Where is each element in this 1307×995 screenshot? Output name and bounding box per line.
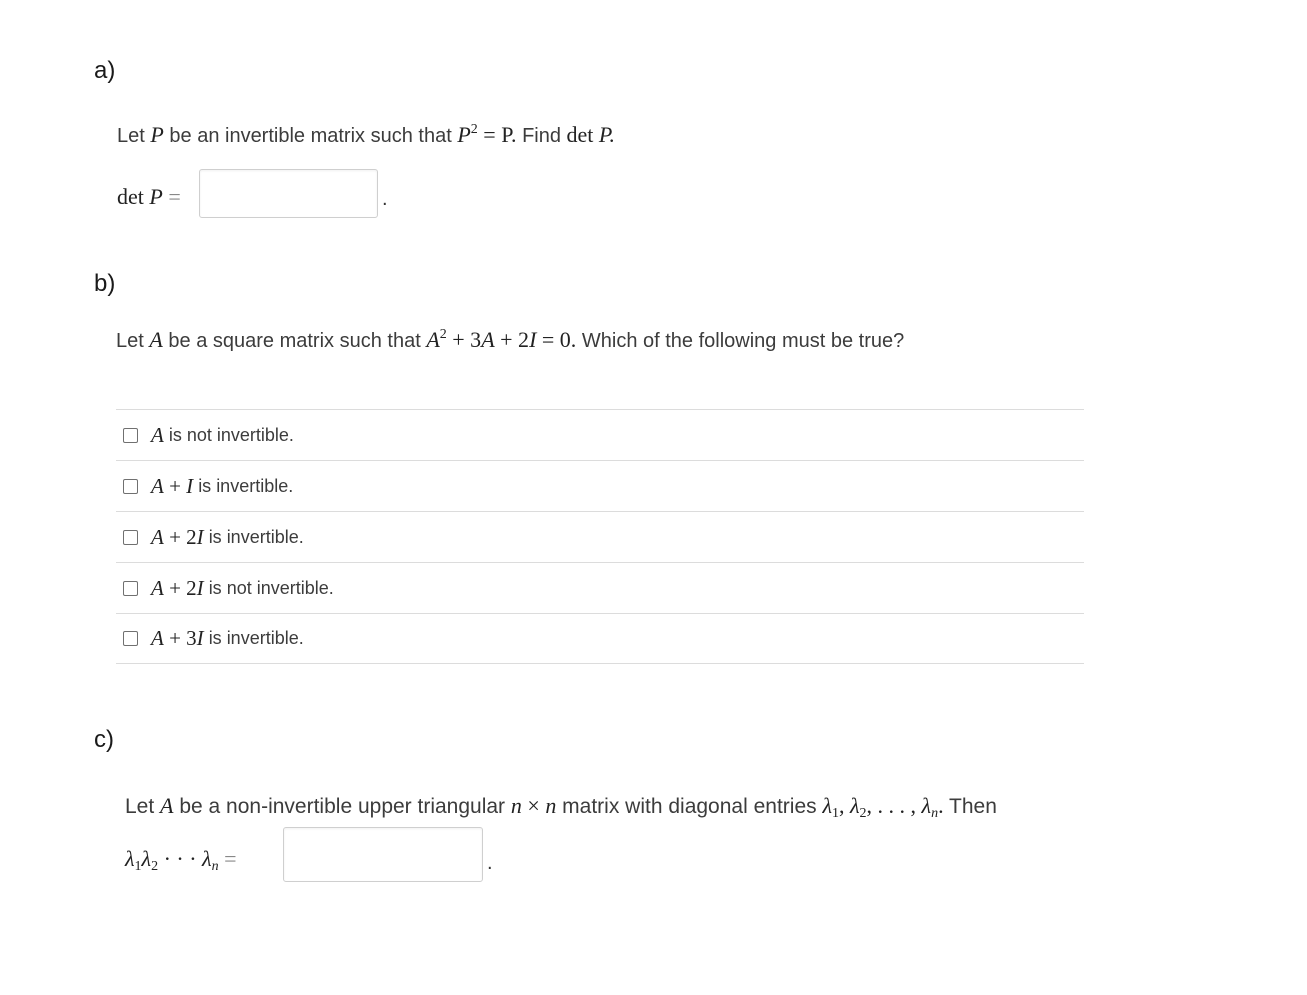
prompt-text: Let	[116, 330, 144, 352]
part-c-label: c)	[94, 726, 114, 753]
math-var: I	[196, 626, 204, 650]
lambda-symbol: λ	[125, 846, 135, 871]
math-var: I	[196, 575, 204, 600]
math-var: P	[150, 122, 164, 147]
lambda-symbol: λ	[141, 846, 152, 871]
math-var: n	[545, 793, 557, 818]
part-a-label: a)	[94, 57, 116, 84]
math-var: A	[160, 793, 174, 818]
choice-option[interactable]	[116, 409, 1084, 460]
choice-option[interactable]	[116, 613, 1084, 664]
math-var: A	[151, 473, 164, 498]
math-text: = P.	[483, 122, 517, 147]
math-ellipsis: . . . ,	[877, 793, 917, 818]
part-b-choices	[116, 409, 1084, 664]
choice-text: is invertible.	[208, 526, 304, 547]
lambda-symbol: λ	[850, 793, 860, 818]
checkbox[interactable]	[123, 581, 138, 596]
math-text: = 0.	[541, 327, 577, 352]
prompt-text: be an invertible matrix such that	[169, 125, 452, 147]
math-equals: =	[168, 184, 181, 209]
math-equals: =	[224, 846, 237, 871]
part-a-period: .	[382, 188, 388, 210]
math-var: A	[149, 327, 163, 352]
math-coef: 3	[186, 626, 197, 650]
part-a-prompt	[117, 122, 615, 148]
prompt-text: matrix with diagonal entries	[562, 795, 817, 818]
math-coef: 2	[186, 524, 197, 549]
checkbox[interactable]	[123, 479, 138, 494]
checkbox[interactable]	[123, 428, 138, 443]
choice-option[interactable]	[116, 511, 1084, 562]
prompt-text: Let	[117, 125, 145, 147]
math-subscript: 1	[832, 806, 839, 821]
math-op: det	[566, 122, 594, 147]
math-var: A	[151, 524, 164, 549]
math-var: A	[151, 626, 164, 650]
prompt-text: be a square matrix such that	[168, 330, 421, 352]
choice-option[interactable]	[116, 562, 1084, 613]
math-subscript: n	[211, 859, 219, 874]
prompt-text: Find	[522, 125, 561, 147]
math-op: +	[169, 524, 181, 549]
part-c-prompt: Let A be a non-invertible upper triangular n × n matrix with diagonal entries $\lambda_1$, $\lambda_2$, . . . , $\lambda_n$. Then	[125, 793, 997, 821]
part-c-answer-label	[125, 846, 237, 872]
math-var: P	[457, 122, 471, 147]
math-subscript: 2	[859, 806, 867, 821]
prompt-text: Then	[949, 795, 997, 818]
math-var: n	[510, 793, 522, 818]
math-var: I	[529, 327, 537, 352]
math-subscript: 1	[134, 859, 142, 874]
choice-text: is invertible.	[208, 628, 304, 648]
part-c-answer-input[interactable]	[283, 827, 483, 882]
math-op: +	[169, 626, 181, 650]
lambda-symbol: λ	[921, 793, 932, 818]
math-op: det	[117, 184, 144, 209]
math-exponent: 2	[470, 122, 478, 137]
lambda-symbol: λ	[202, 846, 212, 871]
choice-option[interactable]	[116, 460, 1084, 511]
choice-text: is not invertible.	[208, 577, 334, 598]
math-var: I	[196, 524, 204, 549]
prompt-text: Which of the following must be true?	[581, 330, 905, 352]
part-b-label: b)	[94, 270, 116, 297]
math-text: ,	[839, 793, 845, 818]
checkbox[interactable]	[123, 530, 138, 545]
part-a-answer-input[interactable]	[199, 169, 378, 218]
math-text: ,	[866, 793, 873, 818]
math-exponent: 2	[439, 327, 447, 342]
math-var: P	[149, 184, 163, 209]
math-var: A	[151, 575, 164, 600]
checkbox[interactable]	[123, 631, 138, 646]
math-op: +	[169, 473, 181, 498]
part-c-period: .	[487, 852, 493, 874]
prompt-text: be a non-invertible upper triangular	[179, 795, 506, 818]
math-var: I	[186, 473, 194, 498]
choice-text: is not invertible.	[168, 424, 294, 445]
math-var: A	[481, 327, 495, 352]
lambda-symbol: λ	[822, 793, 832, 818]
math-var: P.	[598, 122, 616, 147]
math-subscript: 2	[151, 859, 159, 874]
math-text: + 2	[500, 327, 530, 352]
math-subscript: n	[931, 806, 939, 821]
prompt-text: Let	[125, 795, 155, 818]
part-b-prompt	[116, 327, 904, 353]
part-a-answer-label	[117, 184, 181, 210]
math-cdots: · · ·	[163, 846, 197, 871]
math-var: A	[426, 327, 440, 352]
choice-text: is invertible.	[198, 475, 294, 496]
math-var: A	[151, 422, 164, 447]
math-op: +	[169, 575, 181, 600]
math-op: ×	[527, 793, 540, 818]
math-text: + 3	[452, 327, 482, 352]
math-coef: 2	[186, 575, 197, 600]
